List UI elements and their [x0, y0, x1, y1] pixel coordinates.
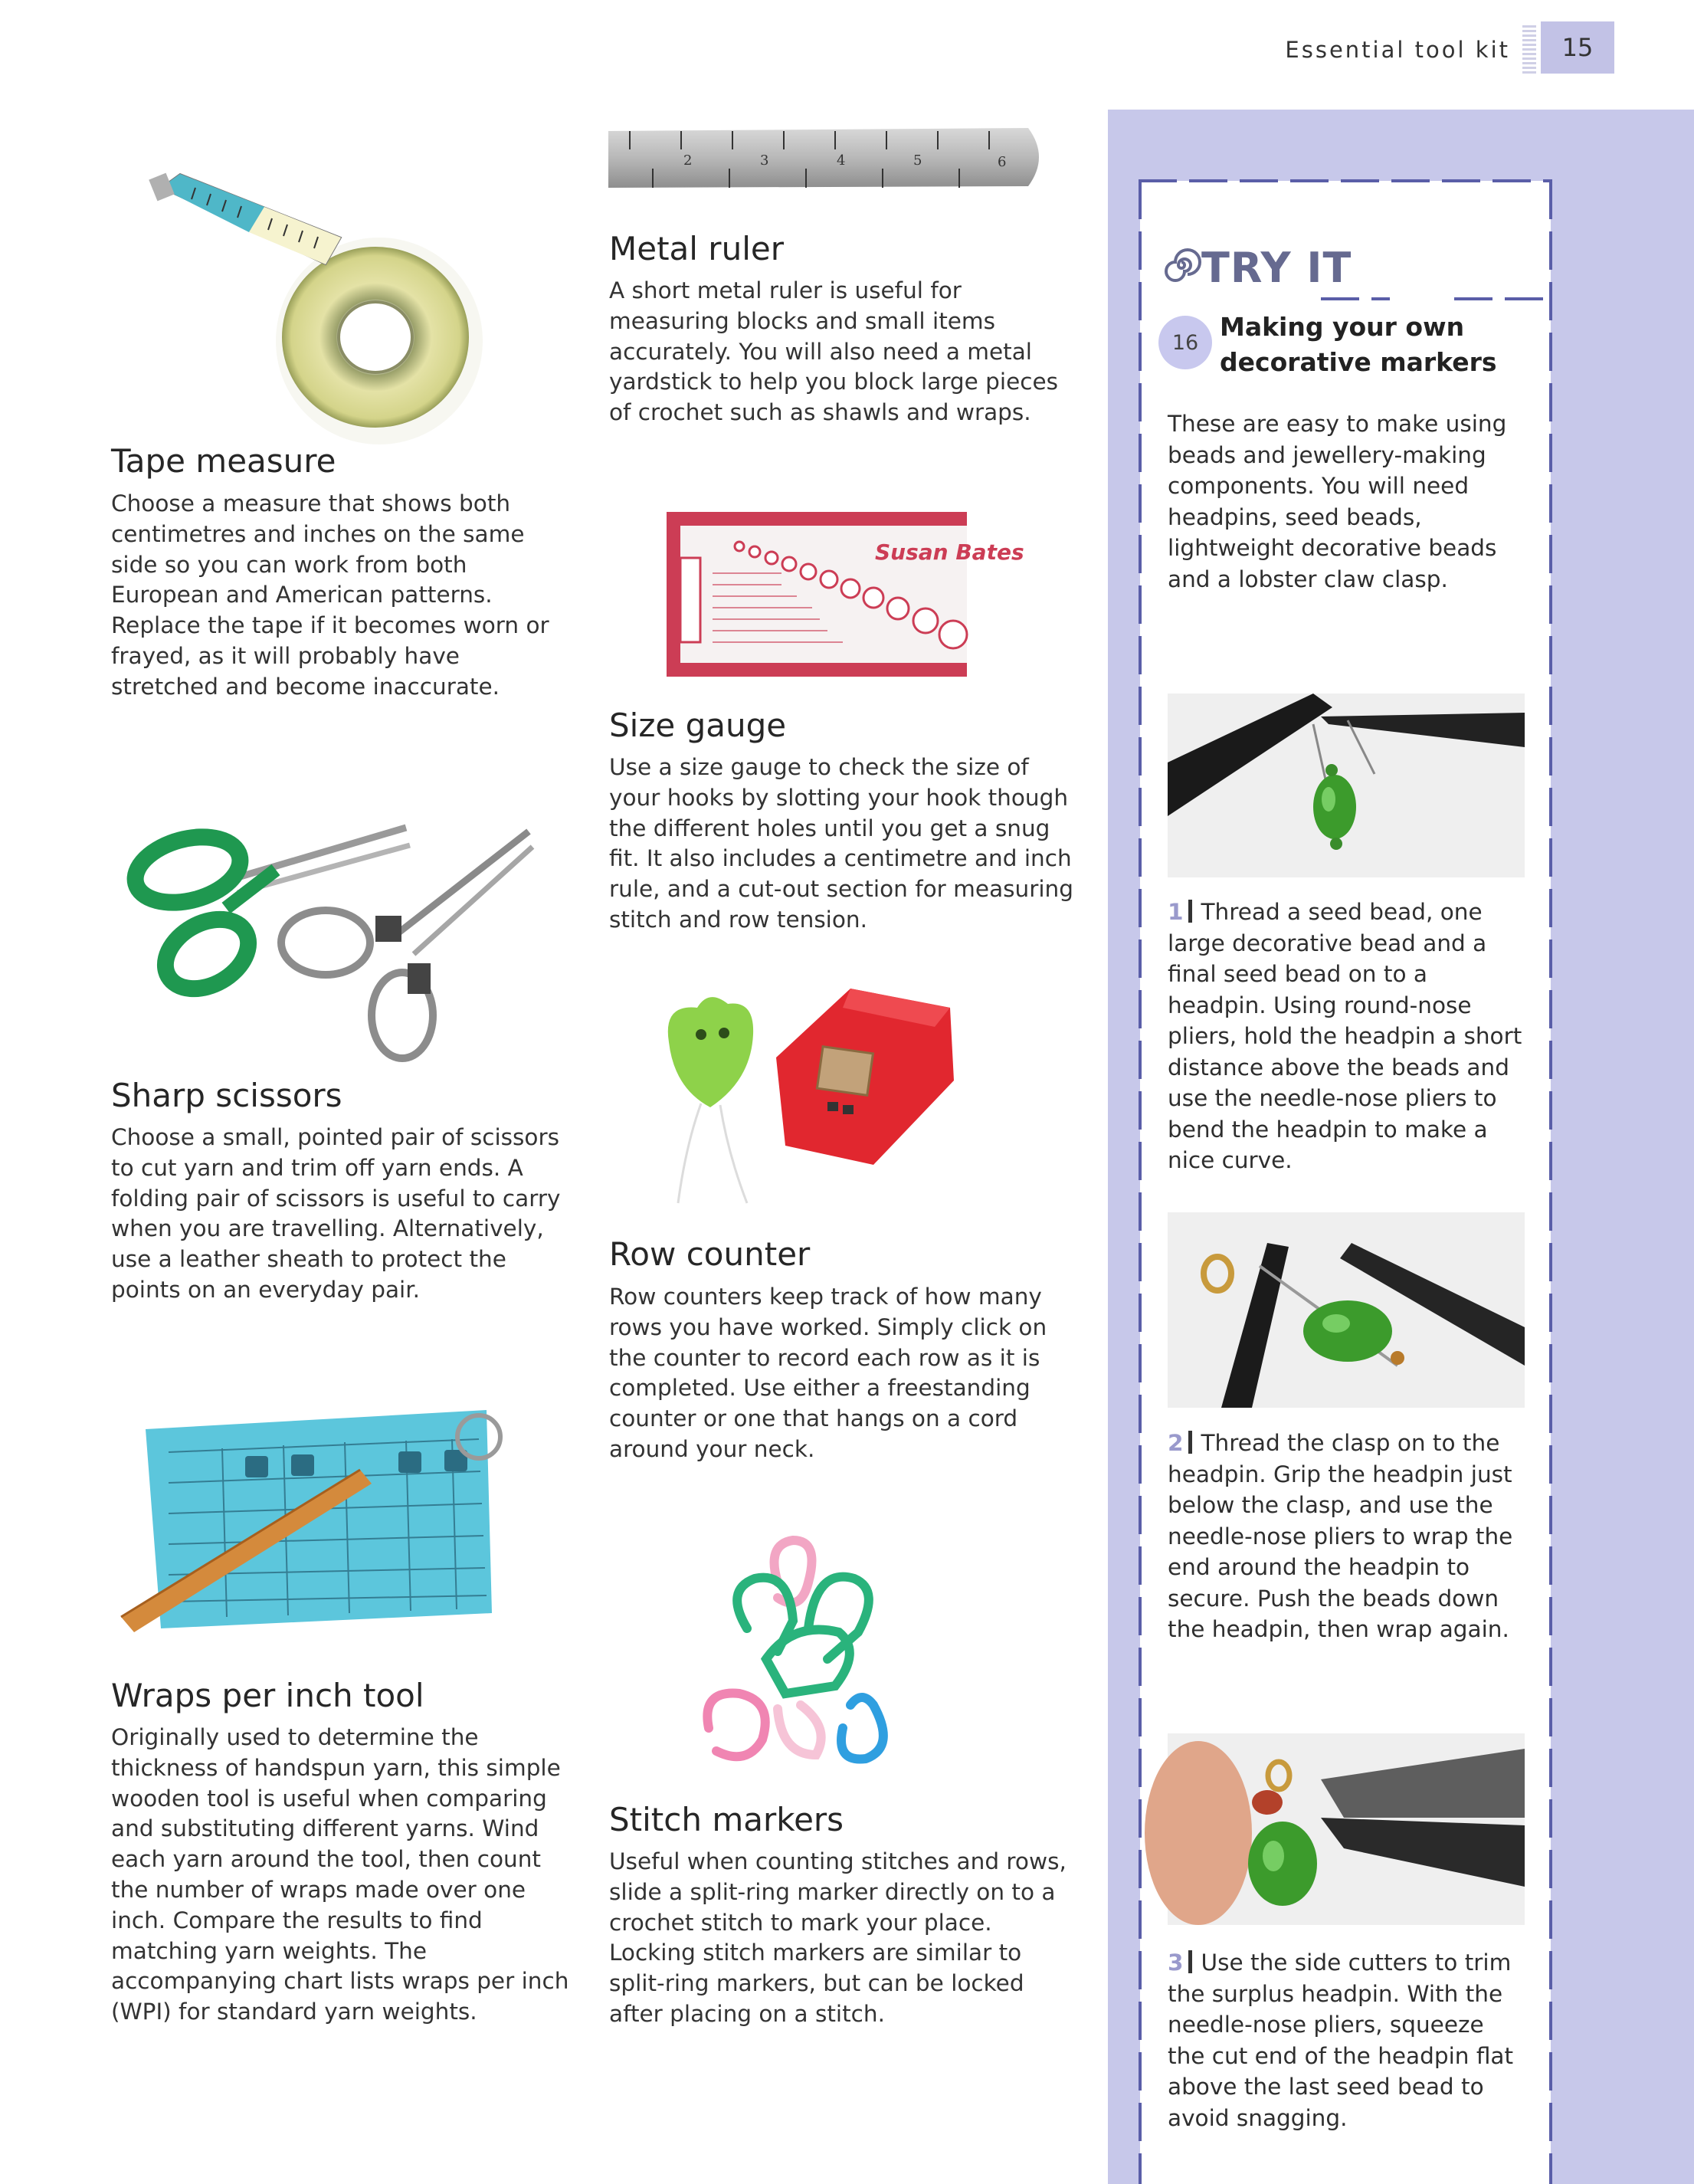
step-2-photo	[1168, 1212, 1525, 1408]
stitch-markers-image	[693, 1536, 946, 1782]
try-it-title: Making your own decorative markers	[1220, 312, 1497, 377]
svg-text:5: 5	[913, 152, 922, 169]
project-number-badge: 16	[1158, 316, 1212, 369]
try-it-intro: These are easy to make using beads and jewellery-making components. You will need headpins, seed beads, lightweight decorative beads and a lobster claw clasp.	[1168, 411, 1507, 592]
tape-measure-image	[149, 165, 479, 448]
box-border-left	[1139, 181, 1142, 2184]
step-3-text	[1168, 1947, 1528, 2133]
step-3-photo	[1168, 1733, 1525, 1925]
step-1-number: 1	[1168, 899, 1184, 925]
metal-ruler-heading: Metal ruler	[609, 230, 784, 267]
size-gauge-text: Use a size gauge to check the size of your hooks by slotting your hook though the different holes until you get a snug fit. It also includes a centimetre and inch rule, and a cut-out section for measuring stitch and row tension.	[609, 754, 1073, 933]
box-border-top	[1139, 179, 1552, 182]
wpi-text: Originally used to determine the thickness of handspun yarn, this simple wooden tool is useful when comparing and substituting different yarns. Wind each yarn around the tool, then count the number of wraps made over one inch. Compare the results to find matching yarn weights. The accompanying chart lists wraps per inch (WPI) for standard yarn weights.	[111, 1724, 569, 2025]
scissors-heading: Sharp scissors	[111, 1077, 342, 1114]
step-1-body: Thread a seed bead, one large decorative bead and a final seed bead on to a headpin. Using round-nose pliers, hold the headpin a short distance above the beads and use the needle-nose pliers to bend the headpin to make a nice curve.	[1168, 899, 1522, 1173]
step-2-text	[1168, 1428, 1528, 1645]
step-2-number: 2	[1168, 1430, 1184, 1456]
wpi-heading: Wraps per inch tool	[111, 1677, 424, 1714]
wpi-tool-image	[107, 1395, 521, 1636]
box-border-right	[1549, 181, 1552, 2184]
header-ornament	[1522, 23, 1536, 74]
try-it-heading: TRY IT	[1201, 244, 1352, 292]
title-rule-right	[1454, 297, 1551, 300]
tape-measure-heading: Tape measure	[111, 442, 336, 480]
size-gauge-image	[667, 512, 1024, 677]
stitch-markers-heading: Stitch markers	[609, 1801, 844, 1838]
row-counter-text: Row counters keep track of how many rows you have worked. Simply click on the counter to record each row as it is completed. Use either a freestanding counter or one that hangs on a cord around your neck.	[609, 1284, 1047, 1462]
scissors-image	[123, 816, 536, 1061]
stitch-markers-text: Useful when counting stitches and rows, slide a split-ring marker directly on to a crochet stitch to mark your place. Locking stitch markers are similar to split-ring markers, but can be locked after placing on a stitch.	[609, 1848, 1067, 2027]
tape-measure-text: Choose a measure that shows both centimetres and inches on the same side so you can work from both European and American patterns. Replace the tape if it becomes worn or frayed, as it will probably have stretched and become inaccurate.	[111, 490, 549, 700]
step-3-number: 3	[1168, 1950, 1184, 1976]
metal-ruler-text: A short metal ruler is useful for measuring blocks and small items accurately. You will also need a metal yardstick to help you block large pieces of crochet such as shawls and wraps.	[609, 277, 1058, 426]
gauge-brand-text: Susan Bates	[875, 539, 1024, 565]
title-rule-left	[1321, 297, 1390, 300]
svg-text:6: 6	[998, 154, 1007, 170]
svg-text:3: 3	[760, 152, 769, 169]
metal-ruler-image	[607, 126, 1051, 192]
step-2-body: Thread the clasp on to the headpin. Grip the headpin just below the clasp, and use the needle-nose pliers to wrap the end around the headpin to secure. Push the beads down the headpin, then wrap again.	[1168, 1430, 1513, 1642]
row-counter-heading: Row counter	[609, 1235, 811, 1273]
scissors-text: Choose a small, pointed pair of scissors to cut yarn and trim off yarn ends. A folding pair of scissors is useful to carry when you are travelling. Alternatively, use a leather sheath to protect the points on an everyday pair.	[111, 1124, 561, 1303]
step-1-photo	[1168, 694, 1525, 877]
step-3-body: Use the side cutters to trim the surplus headpin. With the needle-nose pliers, squeeze the cut end of the headpin flat above the last seed bead to avoid snagging.	[1168, 1950, 1514, 2131]
spiral-icon	[1163, 247, 1200, 284]
svg-text:4: 4	[837, 152, 846, 169]
row-counter-image	[655, 973, 977, 1211]
running-head: Essential tool kit	[1285, 37, 1510, 63]
page-number: 15	[1541, 21, 1614, 74]
svg-text:2: 2	[683, 152, 693, 169]
step-1-text	[1168, 897, 1528, 1176]
size-gauge-heading: Size gauge	[609, 707, 787, 744]
